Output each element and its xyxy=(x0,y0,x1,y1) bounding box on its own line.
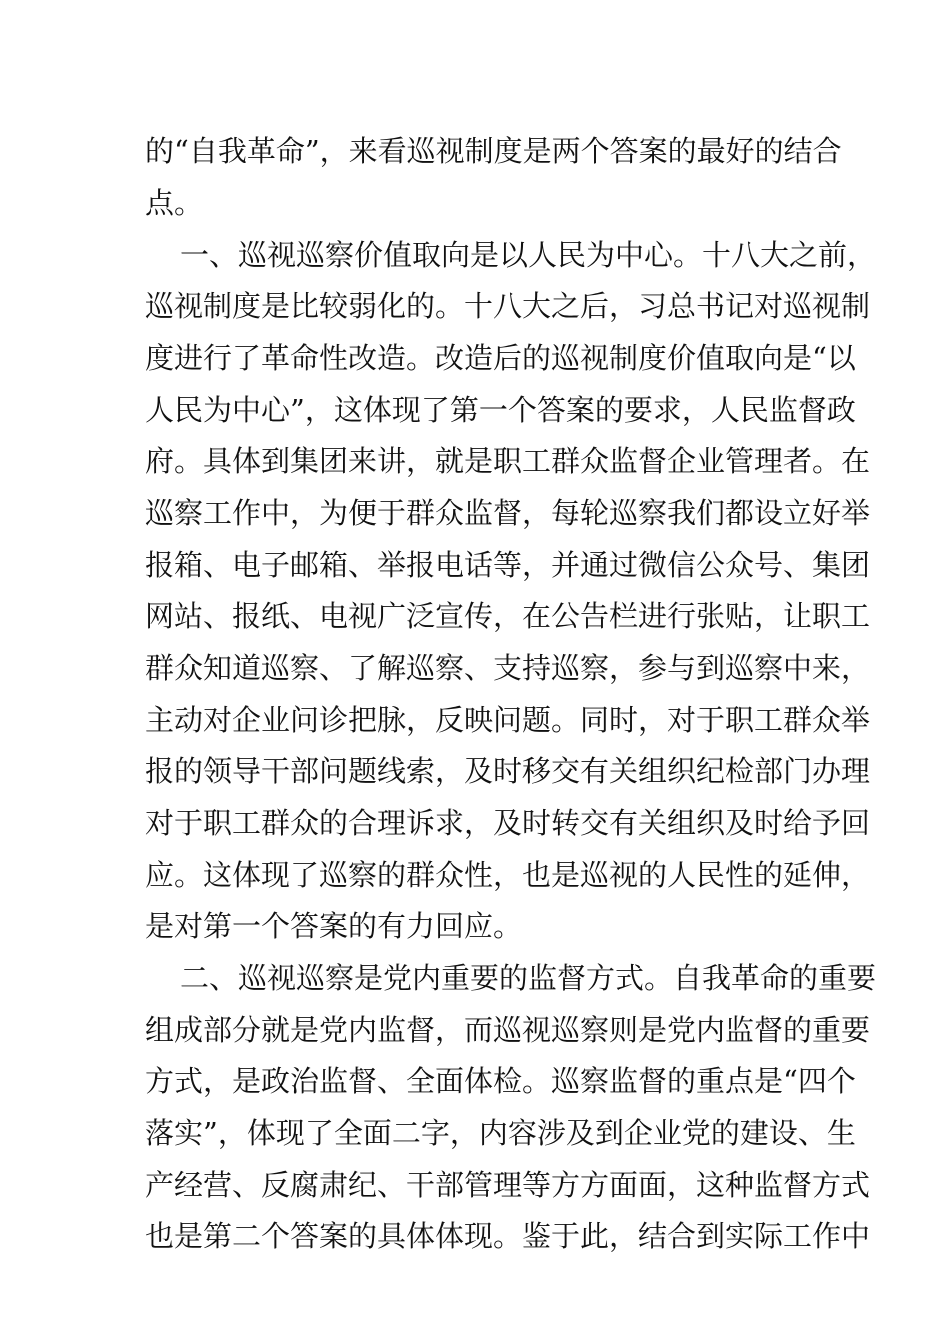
text-line: 报箱、电子邮箱、举报电话等，并通过微信公众号、集团 xyxy=(145,548,871,582)
text-line: 也是第二个答案的具体体现。鉴于此，结合到实际工作中 xyxy=(145,1219,871,1253)
text-line: 人民为中心”，这体现了第一个答案的要求，人民监督政 xyxy=(145,393,856,427)
text-line: 方式，是政治监督、全面体检。巡察监督的重点是“四个 xyxy=(145,1064,856,1098)
text-line: 对于职工群众的合理诉求，及时转交有关组织及时给予回 xyxy=(145,806,871,840)
text-line: 报的领导干部问题线索，及时移交有关组织纪检部门办理 xyxy=(145,754,871,788)
text-line: 府。具体到集团来讲，就是职工群众监督企业管理者。在 xyxy=(145,444,871,478)
text-line: 巡察工作中，为便于群众监督，每轮巡察我们都设立好举 xyxy=(145,496,871,530)
text-line: 产经营、反腐肃纪、干部管理等方方面面，这种监督方式 xyxy=(145,1168,871,1202)
text-line: 巡视制度是比较弱化的。十八大之后，习总书记对巡视制 xyxy=(145,289,871,323)
text-line: 网站、报纸、电视广泛宣传，在公告栏进行张贴，让职工 xyxy=(145,599,871,633)
text-line: 应。这体现了巡察的群众性，也是巡视的人民性的延伸， xyxy=(145,858,871,892)
section-heading-line: 二、巡视巡察是党内重要的监督方式。自我革命的重要 xyxy=(180,961,877,995)
text-line: 组成部分就是党内监督，而巡视巡察则是党内监督的重要 xyxy=(145,1013,871,1047)
section-heading-line: 一、巡视巡察价值取向是以人民为中心。十八大之前， xyxy=(180,238,877,272)
text-line: 群众知道巡察、了解巡察、支持巡察，参与到巡察中来， xyxy=(145,651,871,685)
text-line: 落实”，体现了全面二字，内容涉及到企业党的建设、生 xyxy=(145,1116,856,1150)
text-line: 是对第一个答案的有力回应。 xyxy=(145,909,523,943)
text-line: 点。 xyxy=(145,186,204,220)
text-line: 主动对企业问诊把脉，反映问题。同时，对于职工群众举 xyxy=(145,703,871,737)
text-line: 度进行了革命性改造。改造后的巡视制度价值取向是“以 xyxy=(145,341,856,375)
text-line: 的“自我革命”，来看巡视制度是两个答案的最好的结合 xyxy=(145,134,842,168)
